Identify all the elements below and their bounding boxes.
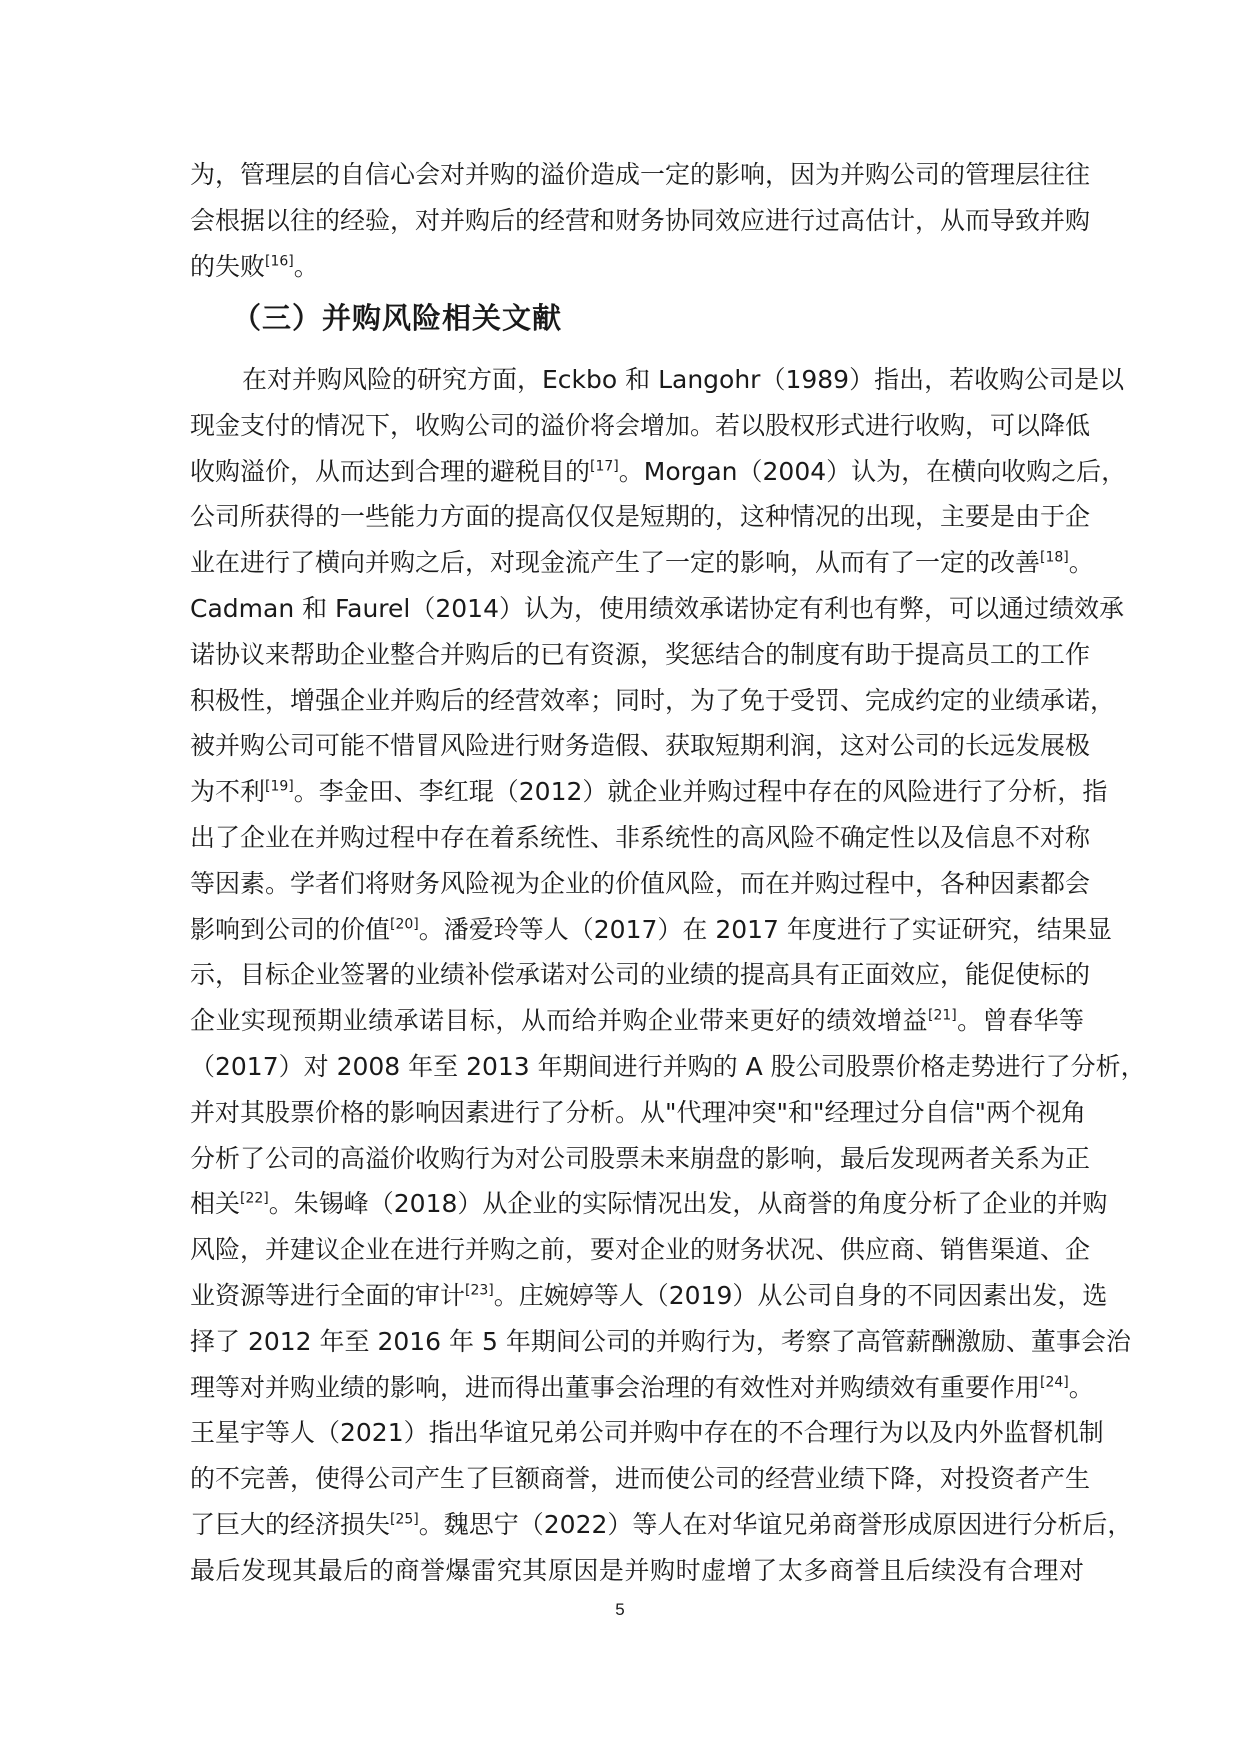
text-line (190, 1181, 1108, 1227)
line-text: （2017）对 2008 年至 2013 年期间进行并购的 A 股公司股票价格走势进行了分析， (190, 1052, 1146, 1081)
line-text: 理等对并购业绩的影响，进而得出董事会治理的有效性对并购绩效有重要作用 (190, 1372, 1041, 1402)
text-line (190, 1365, 1094, 1411)
line-text: 诺协议来帮助企业整合并购后的已有资源，奖惩结合的制度有助于提高员工的工作 (190, 639, 1091, 669)
text-line (190, 907, 1112, 953)
text-line (190, 1136, 1091, 1182)
text-line (190, 586, 1124, 632)
text-line (190, 494, 1091, 540)
line-text: 。 (1068, 1372, 1094, 1402)
text-line (190, 1090, 1084, 1136)
citation-ref: [20] (390, 916, 419, 933)
line-text: 。朱锡峰（2018）从企业的实际情况出发，从商誉的角度分析了企业的并购 (268, 1189, 1108, 1219)
text-line (190, 403, 1091, 449)
line-text: 。Morgan（2004）认为，在横向收购之后， (618, 456, 1127, 486)
text-line (190, 449, 1127, 495)
text-line (190, 998, 1084, 1044)
line-text: 相关 (190, 1189, 241, 1219)
line-text: 。庄婉婷等人（2019）从公司自身的不同因素出发，选 (493, 1281, 1108, 1310)
text-line (190, 1227, 1091, 1273)
text-line (190, 244, 1084, 290)
citation-ref: [23] (465, 1282, 494, 1299)
text-line (190, 1548, 1084, 1594)
text-line (190, 1456, 1091, 1502)
citation-ref: [25] (390, 1511, 419, 1528)
citation-ref: [22] (240, 1191, 269, 1208)
text-line (190, 861, 1091, 907)
line-text: 最后发现其最后的商誉爆雷究其原因是并购时虚增了太多商誉且后续没有合理对 (190, 1555, 1084, 1585)
text-line (190, 198, 1091, 244)
line-text: 为，管理层的自信心会对并购的溢价造成一定的影响，因为并购公司的管理层往往 (190, 160, 1091, 189)
citation-ref: [16] (265, 253, 294, 270)
line-text: 王星宇等人（2021）指出华谊兄弟公司并购中存在的不合理行为以及内外监督机制 (190, 1418, 1104, 1448)
citation-ref: [17] (590, 458, 619, 475)
line-text: 会根据以往的经验，对并购后的经营和财务协同效应进行过高估计，从而导致并购 (190, 205, 1091, 235)
citation-ref: [19] (265, 778, 294, 795)
line-text: 收购溢价，从而达到合理的避税目的 (190, 456, 591, 486)
section-heading: （三）并购风险相关文献 (232, 301, 563, 335)
text-line (190, 1273, 1108, 1319)
text-line (190, 152, 1091, 198)
text-line (190, 632, 1091, 678)
line-text: 风险，并建议企业在进行并购之前，要对企业的财务状况、供应商、销售渠道、企 (190, 1235, 1091, 1265)
text-line (190, 815, 1091, 861)
line-text: 。曾春华等 (956, 1006, 1084, 1036)
line-text: 。李金田、李红琨（2012）就企业并购过程中存在的风险进行了分析，指 (293, 777, 1108, 807)
citation-ref: [21] (927, 1007, 957, 1024)
line-text: 示，目标企业签署的业绩补偿承诺对公司的业绩的提高具有正面效应，能促使标的 (190, 960, 1091, 990)
text-line (190, 769, 1108, 815)
line-text: 被并购公司可能不惜冒风险进行财务造假、获取短期利润，这对公司的长远发展极 (190, 731, 1091, 761)
line-text: 。魏思宁（2022）等人在对华谊兄弟商誉形成原因进行分析后， (418, 1510, 1133, 1539)
line-text: 并对其股票价格的影响因素进行了分析。从"代理冲突"和"经理过分自信"两个视角 (190, 1097, 1086, 1127)
line-text: Cadman 和 Faurel（2014）认为，使用绩效承诺协定有利也有弊，可以通过绩效承 (190, 594, 1124, 623)
line-text: 出了企业在并购过程中存在着系统性、非系统性的高风险不确定性以及信息不对称 (190, 823, 1091, 852)
text-line (190, 357, 1125, 403)
line-text: 分析了公司的高溢价收购行为对公司股票未来崩盘的影响，最后发现两者关系为正 (190, 1143, 1091, 1173)
line-text: 现金支付的情况下，收购公司的溢价将会增加。若以股权形式进行收购，可以降低 (190, 410, 1091, 440)
line-text: 的不完善，使得公司产生了巨额商誉，进而使公司的经营业绩下降，对投资者产生 (190, 1464, 1091, 1494)
text-line (190, 723, 1091, 769)
text-line (190, 1502, 1133, 1548)
line-text: 为不利 (190, 777, 266, 807)
line-text: 企业实现预期业绩承诺目标，从而给并购企业带来更好的绩效增益 (190, 1006, 928, 1036)
line-text: 了巨大的经济损失 (190, 1510, 391, 1539)
line-text: 。 (1068, 548, 1094, 578)
text-line (190, 1410, 1104, 1456)
line-text: 。 (293, 251, 319, 281)
citation-ref: [24] (1040, 1374, 1069, 1391)
line-text: 影响到公司的价值 (190, 914, 391, 944)
text-line (190, 540, 1094, 586)
text-line (190, 678, 1116, 724)
line-text: 的失败 (190, 251, 266, 281)
text-line (190, 952, 1091, 998)
citation-ref: [18] (1040, 549, 1069, 566)
text-line (190, 1319, 1131, 1365)
line-text: 公司所获得的一些能力方面的提高仅仅是短期的，这种情况的出现，主要是由于企 (190, 502, 1091, 532)
line-text: 择了 2012 年至 2016 年 5 年期间公司的并购行为，考察了高管薪酬激励、董事会治 (190, 1326, 1131, 1356)
line-text: 积极性，增强企业并购后的经营效率；同时，为了免于受罚、完成约定的业绩承诺， (190, 685, 1116, 715)
page-number: 5 (615, 1600, 625, 1619)
text-line (190, 1044, 1146, 1090)
line-text: 业资源等进行全面的审计 (190, 1281, 466, 1310)
line-text: 在对并购风险的研究方面，Eckbo 和 Langohr（1989）指出，若收购公司是以 (242, 365, 1125, 394)
line-text: 业在进行了横向并购之后，对现金流产生了一定的影响，从而有了一定的改善 (190, 548, 1041, 578)
line-text: 等因素。学者们将财务风险视为企业的价值风险，而在并购过程中，各种因素都会 (190, 868, 1091, 898)
line-text: 。潘爱玲等人（2017）在 2017 年度进行了实证研究，结果显 (418, 914, 1112, 944)
